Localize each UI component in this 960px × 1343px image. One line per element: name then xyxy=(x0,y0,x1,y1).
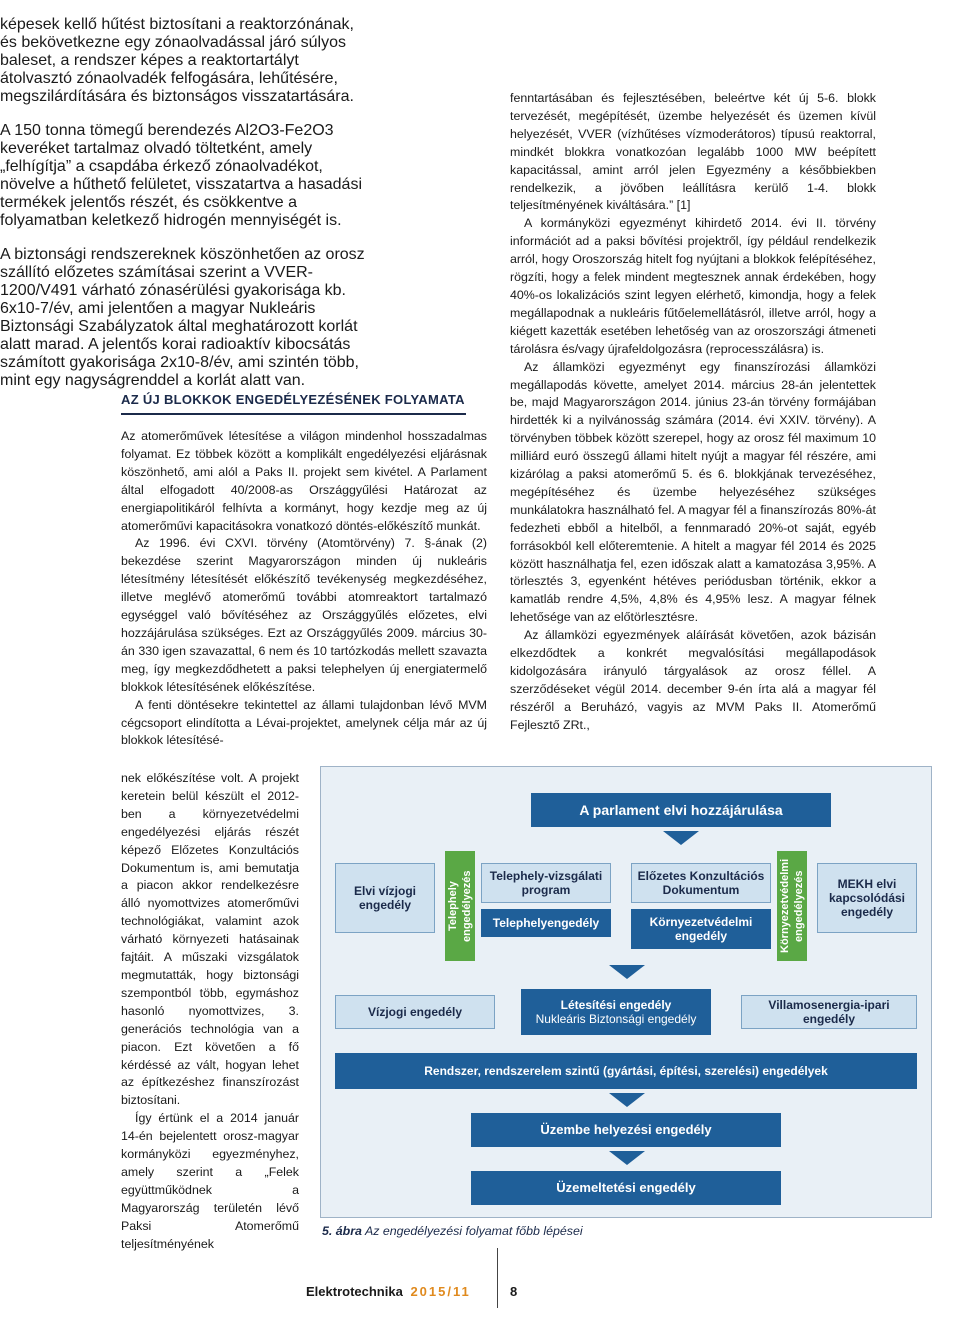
left-column xyxy=(0,16,366,390)
paragraph: Így értünk el a 2014 január 14-én bejelentett orosz-magyar kormányközi egyezményhez, amely szerint a „Felek együttműködnek a Magyarország területén lévő Paksi Atomerőmű teljesítményének xyxy=(121,1111,299,1251)
mekh-box: MEKH elvi kapcsolódási engedély xyxy=(817,863,917,933)
footer-divider xyxy=(497,1248,498,1308)
caption-text: Az engedélyezési folyamat főbb lépései xyxy=(364,1224,583,1238)
narrow-column xyxy=(121,770,299,1253)
kornyezet-vertical-label: Környezetvédelmi engedélyezés xyxy=(777,851,807,961)
nuklearis-label: Nukleáris Biztonsági engedély xyxy=(535,1012,697,1026)
caption-label: 5. ábra xyxy=(322,1224,362,1238)
paragraph: képesek kellő hűtést biztosítani a reaktorzónának, és bekövetkezne egy zónaolvadással járó súlyos baleset, a rendszer képes a reaktortartályt átolvasztó zónaolvadék felfogására, lehűtésére, megszilárdítására és biztonságos visszatartására. xyxy=(0,16,354,105)
rendszer-box: Rendszer, rendszerelem szintű (gyártási, építési, szerelési) engedélyek xyxy=(335,1053,917,1089)
issue-number: 2015/11 xyxy=(410,1284,471,1299)
left-column-2 xyxy=(121,428,487,750)
footer xyxy=(306,1284,471,1299)
letesitesi-label: Létesítési engedély xyxy=(560,998,672,1012)
villamos-box: Villamosenergia-ipari engedély xyxy=(741,995,917,1029)
arrow-down-icon xyxy=(609,1093,645,1107)
paragraph: Az atomerőművek létesítése a világon mindenhol hosszadalmas folyamat. Ez többek között a komplikált engedélyezési eljárásnak köszönhető, ami alól a Paks II. projekt sem kivétel. A Parlament által elfogadott 40/2008-as Országgyűlési Határozat az energiapolitikáról felhívta a kormányt, hogy kezdje meg az új atomerőművi kapacitásokra vonatkozó döntés-előkészítő munkát. xyxy=(121,429,487,533)
figure-caption xyxy=(322,1224,583,1238)
right-column xyxy=(510,90,876,735)
arrow-down-icon xyxy=(609,965,645,979)
paragraph: nek előkészítése volt. A projekt keretein belül készült el 2012-ben a környezetvédelmi engedélyezési eljárás részét képező Előzetes Konzultációs Dokumentum is, ami bemutatja a piacon akkor rendelkezésre álló nyomottvizes atomerőművi technológiákat, valamint azok várható környezeti hatásainak fajtáit. A műszaki vizsgálatok megmutatták, hogy biztonsági szempontból több, egymáshoz hasonló nyomottvizes, 3. generációs technológia van a piacon. Ezt követően a fő kérdéssé az vált, hogyan lehet az építkezéshez finanszírozást biztosítani. xyxy=(121,771,299,1108)
page-number: 8 xyxy=(510,1284,518,1299)
uzemeltetesi-box: Üzemeltetési engedély xyxy=(471,1171,781,1205)
paragraph: A fenti döntésekre tekintettel az állami tulajdonban lévő MVM cégcsoport elindította a Lévai-projektet, amelynek célja már az új blokkok létesítésé- xyxy=(121,697,487,748)
heading-underline xyxy=(121,413,466,415)
letesitesi-box xyxy=(521,989,711,1035)
paragraph: A biztonsági rendszereknek köszönhetően az orosz szállító előzetes számításai szerint a VVER-1200/V491 várható zónasérülési gyakorisága kb. 6x10-7/év, ami jelentően a magyar Nukleáris Biztonsági Szabályzatok által meghatározott korlát alatt marad. A jelentős korai radioaktív kibocsátás számított gyakorisága 2x10-8/év, ami szintén több, mint egy nagyságrenddel a korlát alatt van. xyxy=(0,246,365,389)
arrow-down-icon xyxy=(609,1151,645,1165)
paragraph: Az államközi egyezményt egy finanszírozási államközi megállapodás követte, amelyet 2014. március 28-án jelentettek be, majd Magyarországon 2014. június 23-án törvény formájában hirdették ki a nyilvánosság számára (2014. évi XXIV. törvény). A törvényben többek között szerepel, hogy az orosz fél maximum 10 milliárd euró összegű állami hitelt nyújt a magyar fél részére, ami kizárólag a paksi atomerőmű 5. és 6. blokkjának tervezéséhez, megépítéséhez és üzembe helyezéséhez szükséges munkálatokra használható fel. A magyar fél a finanszírozás 80%-át fedezheti ebből a hitelből, a fennmaradó 20%-ot saját, egyéb forrásokból kell előteremtenie. A hitelt a magyar fél 2014 és 2025 között használhatja fel, ezen időszak alatt a kamatozása 3,95%. A törlesztés 3, egyenként hétéves periódusban történik, ekkor a kamatláb rendre 4,5%, 4,8% és 4,95% lesz. A magyar félnek lehetősége van az előtörlesztésre. xyxy=(510,359,876,625)
paragraph: A 150 tonna tömegű berendezés Al2O3-Fe2O3 keveréket tartalmaz olvadó töltetként, amely „felhígítja” a csapdába érkező zónaolvadékot, növelve a hűthető felületet, visszatartva a hasadási termékek jelentős részét, és csökkentve a folyamatban keletkező hidrogén mennyiségét is. xyxy=(0,122,362,229)
elvi-vizjogi-box: Elvi vízjogi engedély xyxy=(335,863,435,933)
telephely-vertical-label: Telephely engedélyezés xyxy=(445,851,475,961)
paragraph: Az 1996. évi CXVI. törvény (Atomtörvény) 7. §-ának (2) bekezdése szerint Magyarországon minden új nukleáris létesítmény létesítését előkészítő tevékenység megkezdéséhez, illetve meglévő atomerőmű további atomreaktort tartalmazó egységgel való bővítéséhez az Országgyűlés előzetes, elvi hozzájárulása szükséges. Ezt az Országgyűlés 2009. március 30-án 330 igen szavazattal, 6 nem és 10 tartózkodás mellett szavazta meg, így megkezdődhetett a paksi telephelyen új energiatermelő blokkok létesítésének előkészítése. xyxy=(121,536,487,694)
vizjogi-box: Vízjogi engedély xyxy=(335,995,495,1029)
elozetes-konzultacios-box: Előzetes Konzultációs Dokumentum xyxy=(631,863,771,903)
paragraph: A kormányközi egyezményt kihirdető 2014. évi II. törvény információt ad a paksi bővítési projektről, így például rendelkezik arról, hogy Oroszország hitelt fog nyújtani a blokkok felépítéséhez, rögzíti, hogy a felek mindent megtesznek annak érdekében, hogy 40%-os lokalizációs szint legyen elérhető, kimondja, hogy a felek megállapodnak a nukleáris fűtőelemellátásról, illetve arról, hogy a kiégett kazetták esetében lehetőség van az oroszországi átmeneti tárolásra és/vagy újrafeldolgozásra (reprocesszálásra) is. xyxy=(510,216,876,356)
telephely-program-box: Telephely-vizsgálati program xyxy=(481,863,611,903)
uzembe-box: Üzembe helyezési engedély xyxy=(471,1113,781,1147)
section-heading: AZ ÚJ BLOKKOK ENGEDÉLYEZÉSÉNEK FOLYAMATA xyxy=(121,392,465,407)
telephely-engedely-box: Telephelyengedély xyxy=(481,909,611,937)
licensing-flow-figure xyxy=(320,766,932,1218)
paragraph: Az államközi egyezmények aláírását követően, azok bázisán elkezdődtek a konkrét megvalósítási megállapodások kidolgozására irányuló tárgyalások az orosz féllel. A szerződéseket végül 2014. december 9-én írta alá a magyar fél részéről a Beruházó, vagyis az MVM Paks II. Atomerőmű Fejlesztő ZRt., xyxy=(510,628,876,732)
journal-name: Elektrotechnika xyxy=(306,1284,403,1299)
paragraph: fenntartásában és fejlesztésében, beleértve két új 5-6. blokk tervezését, megépítését, üzembe helyezését és üzemen kívül helyezését, VVER (vízhűtéses vízmoderátoros) típusú reaktorral, mindkét blokkra vonatkozóan legalább 1000 MW beépített kapacitással, amint arról jelen Egyezmény a későbbiekben rendelkezik, a jövőben leállításra kerülő 1-4. blokk teljesítményének kiváltására.” [1] xyxy=(510,91,876,213)
kornyezet-engedely-box: Környezetvédelmi engedély xyxy=(631,909,771,949)
parliament-box: A parlament elvi hozzájárulása xyxy=(531,793,831,827)
arrow-down-icon xyxy=(663,831,699,845)
